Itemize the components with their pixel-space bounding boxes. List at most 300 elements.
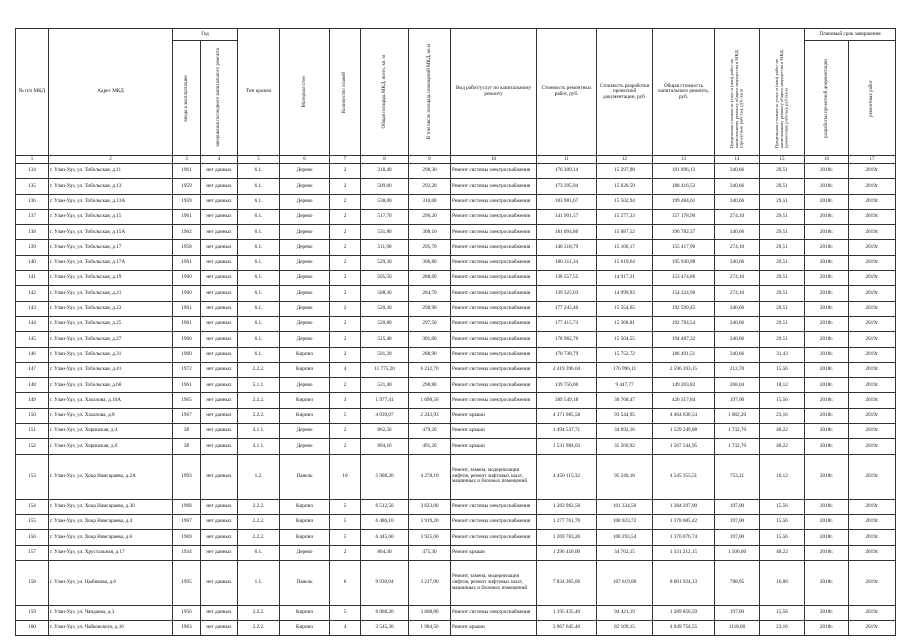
- row-number: 158: [16, 560, 49, 605]
- cost-works-cell: 1 195 435,40: [537, 605, 597, 620]
- year-repair-cell: нет данных: [201, 362, 238, 377]
- row-number: 138: [16, 225, 49, 240]
- plan-design-cell: 2018г.: [805, 194, 849, 209]
- wall-material-cell: Кирпич: [280, 530, 330, 545]
- cost-design-cell: 15 752,72: [597, 347, 653, 362]
- cost-design-cell: 15 277,33: [597, 209, 653, 224]
- plan-repair-cell: 2019г.: [849, 240, 896, 255]
- cost-works-cell: 180 311,34: [537, 255, 597, 270]
- total-area-cell: 529,30: [361, 255, 409, 270]
- address-cell: г. Улан-Удэ, ул. Хоринская, д.6: [49, 439, 173, 454]
- residential-area-cell: 4 278,10: [409, 454, 451, 499]
- column-number: 15: [760, 156, 805, 164]
- residential-area-cell: 298,30: [409, 164, 451, 179]
- cost-total-cell: 195 930,98: [653, 255, 715, 270]
- wall-material-cell: Панель: [280, 454, 330, 499]
- plan-design-cell: 2018г.: [805, 621, 849, 636]
- column-number: 16: [805, 156, 849, 164]
- roof-type-cell: 2.2.2.: [238, 605, 280, 620]
- plan-repair-cell: 2019г.: [849, 621, 896, 636]
- plan-design-cell: 2018г.: [805, 545, 849, 560]
- limit-design-cell: 788,95: [715, 560, 760, 605]
- floors-cell: 2: [330, 209, 361, 224]
- floors-cell: 5: [330, 605, 361, 620]
- year-built-cell: 1960: [173, 332, 201, 347]
- year-built-cell: 1968: [173, 499, 201, 514]
- roof-type-cell: 2.2.2.: [238, 408, 280, 423]
- plan-design-cell: 2018г.: [805, 255, 849, 270]
- limit-repair-cell: 29,51: [760, 332, 805, 347]
- cost-design-cell: 82 109,15: [597, 621, 653, 636]
- cost-total-cell: 1 331 212,15: [653, 545, 715, 560]
- total-area-cell: 6 486,10: [361, 514, 409, 529]
- roof-type-cell: 2.2.2.: [238, 514, 280, 529]
- cost-design-cell: 95 240,18: [597, 454, 653, 499]
- row-number: 152: [16, 439, 49, 454]
- header-cost-works: Стоимость ремонтных работ, руб.: [537, 29, 597, 156]
- row-number: 136: [16, 194, 49, 209]
- year-built-cell: 1934: [173, 545, 201, 560]
- cost-works-cell: 4 450 115,32: [537, 454, 597, 499]
- total-area-cell: 538,00: [361, 194, 409, 209]
- limit-repair-cell: 15,56: [760, 362, 805, 377]
- year-repair-cell: нет данных: [201, 194, 238, 209]
- roof-type-cell: 2.2.2.: [238, 530, 280, 545]
- year-repair-cell: нет данных: [201, 240, 238, 255]
- plan-design-cell: 2018г.: [805, 605, 849, 620]
- cost-design-cell: 15 297,98: [597, 164, 653, 179]
- roof-type-cell: 6.1.: [238, 164, 280, 179]
- residential-area-cell: 298,80: [409, 378, 451, 393]
- wall-material-cell: Дерево: [280, 439, 330, 454]
- work-type-cell: Ремонт системы электроснабжения: [451, 514, 537, 529]
- row-number: 154: [16, 499, 49, 514]
- cost-works-cell: 389 549,18: [537, 393, 597, 408]
- floors-cell: 5: [330, 514, 361, 529]
- limit-design-cell: 274,10: [715, 240, 760, 255]
- work-type-cell: Ремонт системы электроснабжения: [451, 301, 537, 316]
- cost-works-cell: 1 296 450,00: [537, 545, 597, 560]
- table-row: [16, 605, 896, 620]
- column-number: 6: [280, 156, 330, 164]
- row-number: 142: [16, 286, 49, 301]
- table-row: [16, 316, 896, 331]
- table-row: [16, 621, 896, 636]
- limit-design-cell: 197,00: [715, 514, 760, 529]
- residential-area-cell: 1 098,56: [409, 393, 451, 408]
- wall-material-cell: Дерево: [280, 316, 330, 331]
- table-row: [16, 209, 896, 224]
- limit-design-cell: 340,66: [715, 225, 760, 240]
- roof-type-cell: 5.1.1.: [238, 378, 280, 393]
- total-area-cell: 862,56: [361, 424, 409, 439]
- total-area-cell: 318,40: [361, 164, 409, 179]
- plan-design-cell: 2018г.: [805, 378, 849, 393]
- cost-works-cell: 138 557,55: [537, 271, 597, 286]
- address-cell: г. Улан-Удэ, ул. Тобольская, д.19: [49, 271, 173, 286]
- address-cell: г. Улан-Удэ, ул. Тобольская, д.27: [49, 332, 173, 347]
- cost-design-cell: 34 692,16: [597, 424, 653, 439]
- cost-design-cell: 15 502,94: [597, 194, 653, 209]
- year-built-cell: 1961: [173, 301, 201, 316]
- wall-material-cell: Дерево: [280, 164, 330, 179]
- floors-cell: 2: [330, 347, 361, 362]
- address-cell: г. Улан-Удэ, ул. Тобольская, д.15: [49, 209, 173, 224]
- total-area-cell: 6 512,50: [361, 499, 409, 514]
- cost-total-cell: 1 567 544,95: [653, 439, 715, 454]
- limit-repair-cell: 29,51: [760, 164, 805, 179]
- cost-works-cell: 178 982,76: [537, 332, 597, 347]
- work-type-cell: Ремонт системы электроснабжения: [451, 347, 537, 362]
- cost-total-cell: 1 529 249,88: [653, 424, 715, 439]
- plan-design-cell: 2018г.: [805, 209, 849, 224]
- year-repair-cell: нет данных: [201, 164, 238, 179]
- row-number: 153: [16, 454, 49, 499]
- address-cell: г. Улан-Удэ, ул. Тобольская, д.6б: [49, 378, 173, 393]
- cost-design-cell: 34 762,15: [597, 545, 653, 560]
- year-repair-cell: нет данных: [201, 408, 238, 423]
- address-cell: г. Улан-Удэ, ул. Тобольская, д.13А: [49, 194, 173, 209]
- work-type-cell: Ремонт крыши: [451, 545, 537, 560]
- address-cell: г. Улан-Удэ, ул. Хоца Намсараева, д.6: [49, 530, 173, 545]
- residential-area-cell: 297,50: [409, 316, 451, 331]
- work-type-cell: Ремонт системы электроснабжения: [451, 605, 537, 620]
- header-cost-design: Стоимость разработки проектной документации, руб.: [597, 29, 653, 156]
- cost-total-cell: 188 416,53: [653, 179, 715, 194]
- column-number: 4: [201, 156, 238, 164]
- plan-design-cell: 2018г.: [805, 347, 849, 362]
- limit-design-cell: 340,66: [715, 179, 760, 194]
- year-built-cell: 1961: [173, 378, 201, 393]
- year-repair-cell: нет данных: [201, 378, 238, 393]
- floors-cell: 10: [330, 454, 361, 499]
- work-type-cell: Ремонт системы электроснабжения: [451, 499, 537, 514]
- year-repair-cell: нет данных: [201, 499, 238, 514]
- plan-repair-cell: 2019г.: [849, 424, 896, 439]
- row-number: 139: [16, 240, 49, 255]
- cost-works-cell: 3 967 645,40: [537, 621, 597, 636]
- year-repair-cell: нет данных: [201, 347, 238, 362]
- limit-design-cell: 340,66: [715, 255, 760, 270]
- roof-type-cell: 6.1.: [238, 316, 280, 331]
- cost-total-cell: 155 417,96: [653, 240, 715, 255]
- limit-design-cell: 1 082,20: [715, 408, 760, 423]
- plan-repair-cell: 2019г.: [849, 332, 896, 347]
- cost-design-cell: 15 368,81: [597, 316, 653, 331]
- year-repair-cell: нет данных: [201, 255, 238, 270]
- limit-repair-cell: 29,51: [760, 271, 805, 286]
- address-cell: г. Улан-Удэ, ул. Хрустальная, д.17: [49, 545, 173, 560]
- year-built-cell: 1960: [173, 286, 201, 301]
- wall-material-cell: Дерево: [280, 209, 330, 224]
- roof-type-cell: 6.1.: [238, 347, 280, 362]
- limit-repair-cell: 15,56: [760, 605, 805, 620]
- work-type-cell: Ремонт, замена, модернизация лифтов, ремонт лифтовых шахт, машинных и блочных помещений: [451, 560, 537, 605]
- column-number: 1: [16, 156, 49, 164]
- plan-design-cell: 2018г.: [805, 393, 849, 408]
- work-type-cell: Ремонт системы электроснабжения: [451, 530, 537, 545]
- total-area-cell: 520,30: [361, 301, 409, 316]
- row-number: 147: [16, 362, 49, 377]
- wall-material-cell: Кирпич: [280, 362, 330, 377]
- cost-works-cell: 177 245,40: [537, 301, 597, 316]
- limit-repair-cell: 29,51: [760, 240, 805, 255]
- row-number: 156: [16, 530, 49, 545]
- work-type-cell: Ремонт системы электроснабжения: [451, 362, 537, 377]
- address-cell: г. Улан-Удэ, ул. Хахалова, д.10А: [49, 393, 173, 408]
- total-area-cell: 894,16: [361, 439, 409, 454]
- residential-area-cell: 316,00: [409, 194, 451, 209]
- floors-cell: 2: [330, 424, 361, 439]
- plan-repair-cell: 2019г.: [849, 605, 896, 620]
- cost-design-cell: 15 020,59: [597, 179, 653, 194]
- cost-design-cell: 100 293,54: [597, 530, 653, 545]
- floors-cell: 2: [330, 439, 361, 454]
- row-number: 146: [16, 347, 49, 362]
- table-row: [16, 514, 896, 529]
- row-number: 157: [16, 545, 49, 560]
- wall-material-cell: Дерево: [280, 301, 330, 316]
- residential-area-cell: 295,70: [409, 240, 451, 255]
- limit-design-cell: 340,66: [715, 347, 760, 362]
- cost-total-cell: 420 317,84: [653, 393, 715, 408]
- limit-repair-cell: 29,51: [760, 301, 805, 316]
- limit-design-cell: 1 500,00: [715, 545, 760, 560]
- total-area-cell: 525,40: [361, 332, 409, 347]
- wall-material-cell: Дерево: [280, 286, 330, 301]
- table-body: [16, 164, 896, 636]
- wall-material-cell: Кирпич: [280, 393, 330, 408]
- roof-type-cell: 6.1.: [238, 332, 280, 347]
- limit-design-cell: 274,10: [715, 209, 760, 224]
- wall-material-cell: Дерево: [280, 378, 330, 393]
- plan-repair-cell: 2019г.: [849, 514, 896, 529]
- work-type-cell: Ремонт системы электроснабжения: [451, 179, 537, 194]
- header-plan-group: Плановый срок завершения: [805, 29, 896, 41]
- header-wall-material: Материал стен: [280, 29, 330, 156]
- column-number: 17: [849, 156, 896, 164]
- limit-design-cell: 274,10: [715, 271, 760, 286]
- address-cell: г. Улан-Удэ, ул. Тобольская, д.17А: [49, 255, 173, 270]
- cost-works-cell: 140 318,79: [537, 240, 597, 255]
- plan-repair-cell: 2019г.: [849, 286, 896, 301]
- plan-design-cell: 2018г.: [805, 164, 849, 179]
- roof-type-cell: 6.1.: [238, 286, 280, 301]
- wall-material-cell: Кирпич: [280, 621, 330, 636]
- cost-total-cell: 192 599,45: [653, 301, 715, 316]
- year-repair-cell: нет данных: [201, 454, 238, 499]
- plan-design-cell: 2018г.: [805, 424, 849, 439]
- cost-works-cell: 4 371 085,58: [537, 408, 597, 423]
- plan-repair-cell: 2019г.: [849, 362, 896, 377]
- year-built-cell: 1956: [173, 605, 201, 620]
- header-year-repair: завершения последнего капитального ремонта: [201, 41, 238, 156]
- plan-design-cell: 2018г.: [805, 271, 849, 286]
- table-row: [16, 560, 896, 605]
- plan-design-cell: 2018г.: [805, 332, 849, 347]
- table-row: [16, 424, 896, 439]
- table-row: [16, 240, 896, 255]
- floors-cell: 5: [330, 499, 361, 514]
- year-built-cell: 1961: [173, 209, 201, 224]
- row-number: 149: [16, 393, 49, 408]
- roof-type-cell: 4.1.1.: [238, 439, 280, 454]
- wall-material-cell: Панель: [280, 560, 330, 605]
- address-cell: г. Улан-Удэ, ул. Тобольская, д.21: [49, 286, 173, 301]
- address-cell: г. Улан-Удэ, ул. Хоца Намсараева, д.2А: [49, 454, 173, 499]
- table-row: [16, 347, 896, 362]
- year-built-cell: 1965: [173, 393, 201, 408]
- floors-cell: 2: [330, 332, 361, 347]
- column-number: 3: [173, 156, 201, 164]
- plan-repair-cell: 2019г.: [849, 545, 896, 560]
- cost-design-cell: 15 106,17: [597, 240, 653, 255]
- cost-design-cell: 100 923,72: [597, 514, 653, 529]
- plan-design-cell: 2018г.: [805, 514, 849, 529]
- header-cost-total: Общая стоимость капитального ремонта, руб.: [653, 29, 715, 156]
- cost-design-cell: 35 560,92: [597, 439, 653, 454]
- plan-design-cell: 2018г.: [805, 454, 849, 499]
- table-row: [16, 164, 896, 179]
- cost-total-cell: 1 370 076,74: [653, 530, 715, 545]
- plan-design-cell: 2018г.: [805, 286, 849, 301]
- cost-total-cell: 199 484,61: [653, 194, 715, 209]
- column-number: 12: [597, 156, 653, 164]
- wall-material-cell: Дерево: [280, 424, 330, 439]
- floors-cell: 5: [330, 408, 361, 423]
- work-type-cell: Ремонт крыши: [451, 439, 537, 454]
- cost-design-cell: 167 619,08: [597, 560, 653, 605]
- limit-repair-cell: 16,88: [760, 560, 805, 605]
- cost-total-cell: 157 178,90: [653, 209, 715, 224]
- work-type-cell: Ремонт системы электроснабжения: [451, 240, 537, 255]
- floors-cell: 3: [330, 393, 361, 408]
- cost-design-cell: 176 996,11: [597, 362, 653, 377]
- cost-design-cell: 9 447,77: [597, 378, 653, 393]
- plan-repair-cell: 2019г.: [849, 454, 896, 499]
- limit-repair-cell: 40,22: [760, 545, 805, 560]
- row-number: 141: [16, 271, 49, 286]
- header-number: № п/п МКД: [16, 29, 49, 156]
- year-built-cell: 38: [173, 424, 201, 439]
- year-built-cell: 1967: [173, 408, 201, 423]
- floors-cell: 2: [330, 240, 361, 255]
- limit-repair-cell: 29,51: [760, 194, 805, 209]
- roof-type-cell: 6.1.: [238, 255, 280, 270]
- work-type-cell: Ремонт системы электроснабжения: [451, 378, 537, 393]
- year-repair-cell: нет данных: [201, 424, 238, 439]
- wall-material-cell: Кирпич: [280, 408, 330, 423]
- roof-type-cell: 6.1.: [238, 545, 280, 560]
- limit-repair-cell: 15,56: [760, 514, 805, 529]
- limit-design-cell: 212,70: [715, 362, 760, 377]
- floors-cell: 2: [330, 378, 361, 393]
- column-number: 5: [238, 156, 280, 164]
- residential-area-cell: 6 212,70: [409, 362, 451, 377]
- header-address: Адрес МКД: [49, 29, 173, 156]
- limit-design-cell: 340,66: [715, 164, 760, 179]
- address-cell: г. Улан-Удэ, ул. Тобольская, д.31: [49, 347, 173, 362]
- year-repair-cell: нет данных: [201, 225, 238, 240]
- floors-cell: 5: [330, 530, 361, 545]
- table-row: [16, 225, 896, 240]
- table-row: [16, 362, 896, 377]
- cost-design-cell: 94 421,19: [597, 605, 653, 620]
- wall-material-cell: Дерево: [280, 271, 330, 286]
- total-area-cell: 6 068,20: [361, 605, 409, 620]
- residential-area-cell: 2 243,93: [409, 408, 451, 423]
- residential-area-cell: 3 919,20: [409, 514, 451, 529]
- table-row: [16, 530, 896, 545]
- year-built-cell: 1960: [173, 271, 201, 286]
- plan-repair-cell: 2019г.: [849, 194, 896, 209]
- floors-cell: 2: [330, 316, 361, 331]
- work-type-cell: Ремонт крыши: [451, 424, 537, 439]
- cost-works-cell: 177 415,73: [537, 316, 597, 331]
- cost-design-cell: 14 999,93: [597, 286, 653, 301]
- residential-area-cell: 301,00: [409, 332, 451, 347]
- year-repair-cell: нет данных: [201, 530, 238, 545]
- column-number: 10: [451, 156, 537, 164]
- residential-area-cell: 3 217,00: [409, 560, 451, 605]
- plan-repair-cell: 2019г.: [849, 316, 896, 331]
- header-year-group: Год: [173, 29, 238, 41]
- roof-type-cell: 6.1.: [238, 301, 280, 316]
- cost-design-cell: 101 334,50: [597, 499, 653, 514]
- residential-area-cell: 3 623,00: [409, 499, 451, 514]
- cost-works-cell: 183 981,67: [537, 194, 597, 209]
- cost-works-cell: 1 269 783,20: [537, 530, 597, 545]
- limit-repair-cell: 15,56: [760, 530, 805, 545]
- residential-area-cell: 308,10: [409, 225, 451, 240]
- table-row: [16, 499, 896, 514]
- cost-total-cell: 1 378 685,42: [653, 514, 715, 529]
- floors-cell: 2: [330, 301, 361, 316]
- cost-total-cell: 4 545 355,51: [653, 454, 715, 499]
- roof-type-cell: 6.1.: [238, 194, 280, 209]
- wall-material-cell: Кирпич: [280, 347, 330, 362]
- plan-design-cell: 2018г.: [805, 530, 849, 545]
- column-number-row: [16, 156, 896, 164]
- limit-repair-cell: 15,56: [760, 499, 805, 514]
- plan-repair-cell: 2019г.: [849, 439, 896, 454]
- column-number: 11: [537, 156, 597, 164]
- total-area-cell: 864,30: [361, 545, 409, 560]
- year-repair-cell: нет данных: [201, 514, 238, 529]
- row-number: 160: [16, 621, 49, 636]
- wall-material-cell: Дерево: [280, 179, 330, 194]
- year-repair-cell: нет данных: [201, 332, 238, 347]
- year-built-cell: 1959: [173, 194, 201, 209]
- plan-repair-cell: 2019г.: [849, 408, 896, 423]
- column-number: 7: [330, 156, 361, 164]
- roof-type-cell: 2.2.2.: [238, 499, 280, 514]
- total-area-cell: 520,80: [361, 316, 409, 331]
- wall-material-cell: Кирпич: [280, 499, 330, 514]
- year-built-cell: 1959: [173, 179, 201, 194]
- limit-repair-cell: 18,12: [760, 378, 805, 393]
- header-floors: Количество этажей: [330, 29, 361, 156]
- limit-design-cell: 340,66: [715, 316, 760, 331]
- plan-design-cell: 2018г.: [805, 439, 849, 454]
- address-cell: г. Улан-Удэ, ул. Тобольская, д.41: [49, 362, 173, 377]
- cost-total-cell: 4 464 630,54: [653, 408, 715, 423]
- row-number: 134: [16, 164, 49, 179]
- work-type-cell: Ремонт, замена, модернизация лифтов, ремонт лифтовых шахт, машинных и блочных помещений: [451, 454, 537, 499]
- table-row: [16, 194, 896, 209]
- roof-type-cell: 6.1.: [238, 240, 280, 255]
- table-row: [16, 378, 896, 393]
